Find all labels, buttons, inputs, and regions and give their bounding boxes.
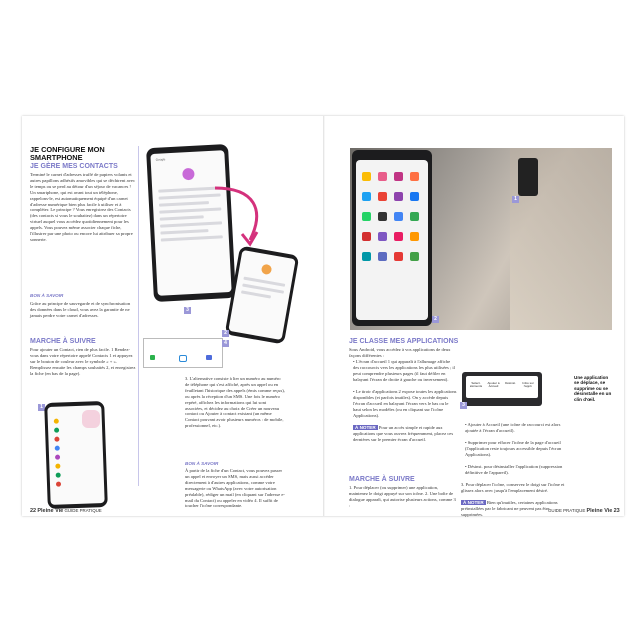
app-icon <box>362 232 371 241</box>
right-footer <box>548 508 620 514</box>
right-steps-title: MARCHE À SUIVRE <box>349 476 415 483</box>
col2-bullet-1: • Ajouter à Accueil (une icône de raccourci est alors ajoutée à l'écran d'accueil). <box>465 422 561 433</box>
callout-2: 2 <box>432 316 439 323</box>
right-intro: Sous Android, vous accédez à vos applications de deux façons différentes : <box>349 347 451 358</box>
contact-avatar <box>54 419 59 424</box>
contact-avatar <box>54 428 59 433</box>
app-icon <box>378 212 387 221</box>
left-footer <box>30 508 102 514</box>
app-icon <box>410 212 419 221</box>
callout-1: 1 <box>512 196 519 203</box>
callout-3: 3 <box>184 307 191 314</box>
avatar <box>182 168 195 181</box>
right-bullet-2: • Le tiroir d'applications 2 expose toutes les applications disponibles (et parfois inutiles). On y accède depuis l'écran d'accueil en balayant l'écran vers le bas ou le haut selon les modèles (ou en cliquant sur l'icône Applications). <box>353 389 457 418</box>
left-steps-title: MARCHE À SUIVRE <box>30 338 96 345</box>
curved-arrow-icon <box>210 180 270 250</box>
left-steps-text: Pour ajouter un Contact, rien de plus facile. 1 Rendez-vous dans votre répertoire appelé Contacts 1 et appuyez sur le bouton de couleur avec le symbole « + ». Remplissez ensuite les champs souhaités 2, et enregistrez la fiche (en bas de la page). <box>30 347 136 376</box>
app-icon <box>362 252 371 261</box>
contact-avatar <box>55 464 60 469</box>
left-title <box>30 146 135 162</box>
right-steps-text: 1. Pour déplacer (ou supprimer) une application, maintenez le doigt appuyé sur son icône. 2. Une boîte de dialogue apparaît, qui autorise plusieurs actions, comme 3 : <box>349 485 456 508</box>
contact-avatar <box>56 473 61 478</box>
title-line-2: SMARTPHONE <box>30 153 83 162</box>
note-text: Bien qu'inutiles, certaines applications préinstallées par le fabricant ne peuvent pas être supprimées. <box>461 500 558 517</box>
callout-3: 3 <box>460 402 467 409</box>
dialog-option-info[interactable]: Infos sur l'appli. <box>522 381 534 389</box>
video-icon <box>206 355 212 360</box>
app-icon <box>394 252 403 261</box>
tip1-text: Grâce au principe de sauvegarde et de synchronisation des données dans le cloud, vous avez la garantie de ne jamais perdre votre carnet d'adresses. <box>30 301 131 318</box>
column-rule <box>138 146 139 486</box>
contact-avatar <box>55 446 60 451</box>
guide-label: GUIDE PRATIQUE <box>548 508 586 513</box>
app-icon <box>362 172 371 181</box>
contact-avatar <box>55 455 60 460</box>
app-icon <box>394 172 403 181</box>
finger-icon <box>82 410 100 428</box>
form-row <box>159 201 209 207</box>
guide-label: GUIDE PRATIQUE <box>64 508 102 513</box>
dialog-option-add-home[interactable]: Ajouter à Accueil <box>487 381 500 389</box>
phone-call-icon <box>150 355 155 360</box>
app-icon <box>394 232 403 241</box>
tip2-text: À partir de la fiche d'un Contact, vous pouvez passer un appel et envoyer un SMS, mais aussi accéder directement à d'autres applications, comme votre messagerie ou WhatsApp (avec votre autorisation préalable), rédiger un mail (en cliquant sur l'adresse e-mail du Contact) ou appeler en vidéo 4. Il suffit de toucher l'icône correspondante. <box>185 468 285 509</box>
call-bar-screenshot <box>143 338 223 368</box>
dialog-screenshot <box>462 372 542 406</box>
left-subtitle: JE GÈRE MES CONTACTS <box>30 163 118 170</box>
app-icon <box>362 192 371 201</box>
dialog-box <box>466 376 538 398</box>
sms-icon <box>179 355 187 362</box>
avatar <box>261 264 273 276</box>
phone-app-drawer <box>352 150 432 326</box>
col2-bullet-2: • Supprimer pour effacer l'icône de la page d'accueil (l'application reste toujours accessible depuis l'écran Applications). <box>465 440 562 457</box>
callout-1: 1 <box>38 404 45 411</box>
tip1-title: BON À SAVOIR <box>30 293 64 298</box>
dialog-option-select[interactable]: Sélect. éléments <box>469 381 483 389</box>
phone-screen <box>228 250 295 340</box>
app-icon <box>378 232 387 241</box>
callout-2: 2 <box>222 330 229 337</box>
contact-avatar <box>56 482 61 487</box>
app-icon <box>410 232 419 241</box>
app-icon <box>394 192 403 201</box>
side-note: Une application se déplace, se supprime ou se désinstalle en un clin d'œil. <box>574 375 612 402</box>
app-icon <box>378 192 387 201</box>
callout-4: 4 <box>222 340 229 347</box>
note-label: À NOTER <box>463 500 484 505</box>
brand: Pleine Vie <box>586 508 613 514</box>
right-note-1 <box>353 425 457 443</box>
app-icon <box>394 212 403 221</box>
note-label: À NOTER <box>355 425 376 430</box>
app-icon <box>362 212 371 221</box>
brand: Pleine Vie <box>37 508 64 514</box>
col2-step-3: 3. Pour déplacer l'icône, conservez le doigt sur l'icône et glissez alors avec jusqu'à l'emplacement désiré. <box>461 482 565 493</box>
form-row <box>160 215 204 220</box>
detail-row <box>241 290 271 298</box>
photo-phone <box>518 158 538 196</box>
tip2-title: BON À SAVOIR <box>185 461 219 466</box>
right-subtitle: JE CLASSE MES APPLICATIONS <box>349 338 459 345</box>
note-text: Pour un accès simple et rapide aux applications que vous ouvrez fréquemment, placez ces dernières sur le premier écran d'accueil. <box>353 425 454 442</box>
app-icon <box>410 192 419 201</box>
page-number: 22 <box>30 508 37 514</box>
left-intro-text: Terminé le carnet d'adresses truffé de papiers volants et autres papillons adhésifs amovibles qui se déchirent avec le temps ou se perd au détour d'un séjour de vacances ! Un smartphone, qui est avant tout un téléphone, rappelons-le, est automatiquement équipé d'un carnet d'adresse numérique bien plus facile à utiliser et à compléter. Le principe ? Vous enregistrez des Contacts (des contacts si vous le souhaitez) dans un répertoire virtuel auquel vous accédez quotidiennement pour les appels. Vous pouvez même associer chaque fiche, l'illustrer par une photo ou encore lui attribuer sa propre sonnerie. <box>30 172 135 242</box>
col3-text: 3. L'alternative consiste à lier un numéro au numéro de téléphone qui s'est affiché, après un appel ou en feuilletant l'historique des appels (émis comme reçus), ou après la réception d'un SMS. Une fois le numéro repéré, affichez les informations qui lui sont associées, et décidez au choix de Créer un nouveau contact ou Ajouter à contact existant (un même Contact pouvant avoir plusieurs numéros : de mobile, professionnel, etc.). <box>185 376 285 429</box>
phone-screen <box>356 160 428 320</box>
col2-bullet-3: • Désinst. pour désinstaller l'application (suppression définitive de l'appareil). <box>465 464 563 475</box>
app-icon <box>378 172 387 181</box>
dialog-option-uninstall[interactable]: Désinst. <box>505 381 516 385</box>
page-number: 23 <box>613 508 620 514</box>
title-line-1: JE CONFIGURE MON <box>30 145 105 154</box>
app-icon <box>410 172 419 181</box>
contact-avatar <box>54 437 59 442</box>
page-fold <box>323 116 325 516</box>
screen-header: Google <box>155 157 166 162</box>
right-bullet-1: • L'écran d'accueil 1 qui apparaît à l'allumage affiche des raccourcis vers les applications les plus utilisées ; il peut comprendre plusieurs pages (il faut défiler en balayant l'écran de droite à gauche ou inversement). <box>353 359 455 382</box>
app-icon <box>378 252 387 261</box>
form-row <box>160 229 208 235</box>
app-icon <box>410 252 419 261</box>
